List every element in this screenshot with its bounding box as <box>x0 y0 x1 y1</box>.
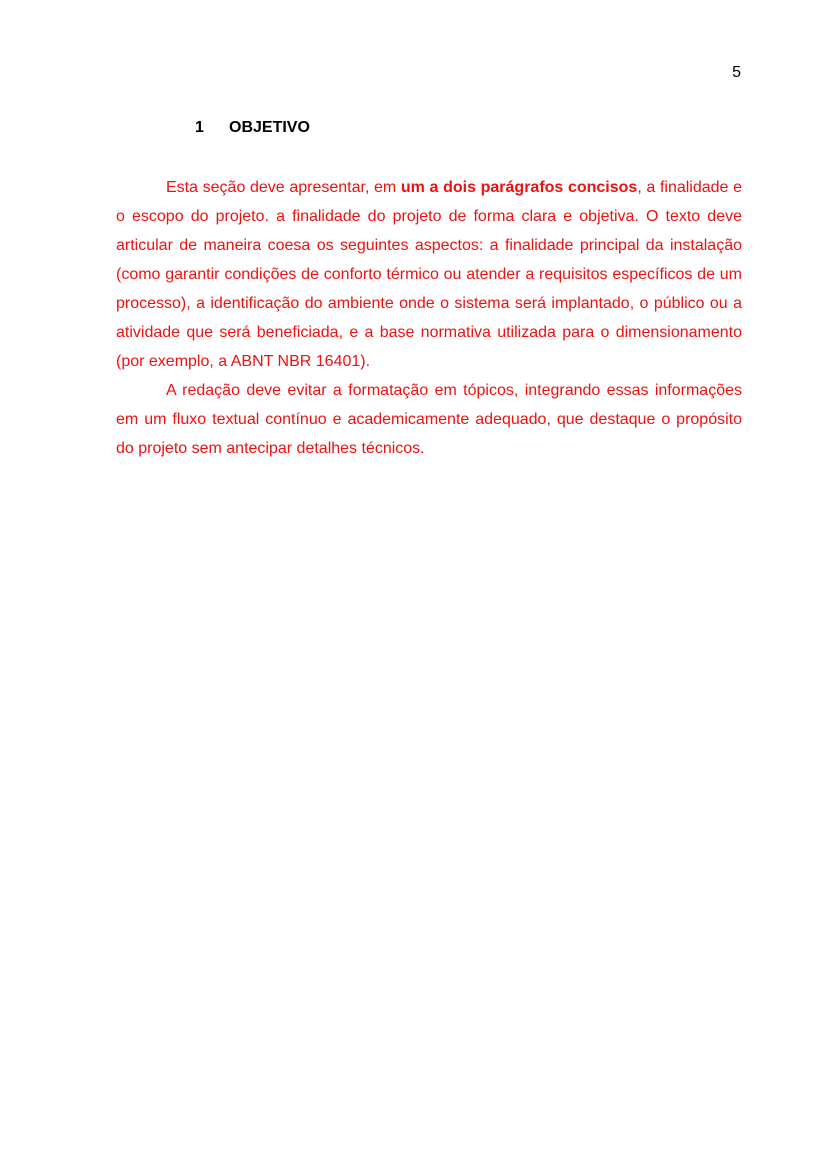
paragraph-1-emphasis: um a dois parágrafos concisos <box>400 179 638 196</box>
section-title: OBJETIVO <box>229 119 310 136</box>
paragraph-2: A redação deve evitar a formatação em tópicos, integrando essas informações em um fluxo textual contínuo e academicamente adequado, que destaque o propósito do projeto sem antecipar detalhes técnicos. <box>116 382 742 457</box>
section-number: 1 <box>195 119 204 136</box>
page-number: 5 <box>732 64 741 81</box>
paragraph-1-rest: , a finalidade e o escopo do projeto. a finalidade do projeto de forma clara e objetiva. O texto deve articular de maneira coesa os seguintes aspectos: a finalidade principal da instalação (como garantir condições de conforto térmico ou atender a requisitos específicos de um processo), a identificação do ambiente onde o sistema será implantado, o público ou a atividade que será beneficiada, e a base normativa utilizada para o dimensionamento (por exemplo, a ABNT NBR 16401). <box>116 179 743 370</box>
paragraph-1 <box>116 173 742 376</box>
paragraph-1-intro: Esta seção deve apresentar, em <box>166 179 401 196</box>
section-heading <box>195 118 310 138</box>
section-body <box>116 173 742 463</box>
